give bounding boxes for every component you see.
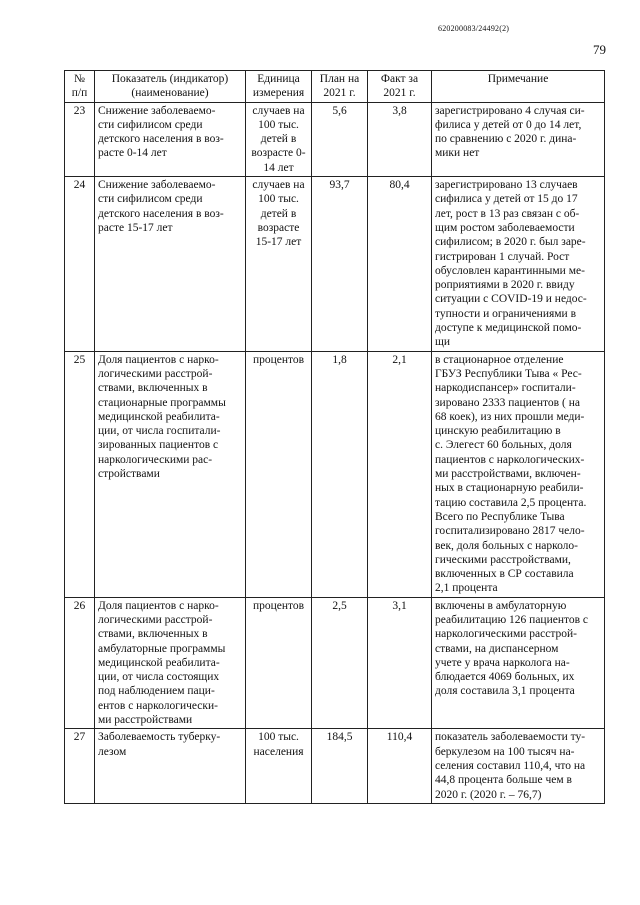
column-header-note: Примечание bbox=[432, 71, 605, 103]
note-text: включены в амбулаторную реабилитацию 126 пациентов с наркологическими расстрой- ствами, на диспансерном учете у врача нарколога на- блюдается 4069 больных, их доля составила 3,1 процента bbox=[432, 597, 605, 729]
plan-value: 5,6 bbox=[312, 102, 368, 176]
note-text: зарегистрировано 13 случаев сифилиса у детей от 15 до 17 лет, рост в 13 раз связан с об- щим ростом заболеваемости сифилисом; в 2020 г. был заре- гистрирован 1 случай. Рост обусловлен карантинными ме- роприятиями в 2020 г. ввиду ситуации с COVID-19 и недос- тупности и ограничениями в доступе к медицинской помо- щи bbox=[432, 177, 605, 352]
indicator-name: Заболеваемость туберку- лезом bbox=[95, 729, 246, 803]
plan-value: 2,5 bbox=[312, 597, 368, 729]
note-text: в стационарное отделение ГБУЗ Республики Тыва « Рес- наркодиспансер» госпитали- зировано 2333 пациентов ( на 68 коек), из них прошли меди- цинскую реабилитацию в с. Элегест 60 больных, доля пациентов с наркологических- ми расстройствами, включен- ных в стационарную реабили- тацию составила 2,5 процента. Всего по Республике Тыва госпитализировано 2817 чело- век, доля больных с нарколо- гическими расстройствами, включенных в СР составила 2,1 процента bbox=[432, 351, 605, 597]
note-text: показатель заболеваемости ту- беркулезом на 100 тысяч на- селения составил 110,4, что на 44,8 процента больше чем в 2020 г. (2020 г. – 76,7) bbox=[432, 729, 605, 803]
unit-of-measure: случаев на 100 тыс. детей в возрасте 0- 14 лет bbox=[246, 102, 312, 176]
table-row bbox=[65, 177, 605, 352]
row-number: 23 bbox=[65, 102, 95, 176]
column-header-fact: Факт за 2021 г. bbox=[368, 71, 432, 103]
row-number: 26 bbox=[65, 597, 95, 729]
note-text: зарегистрировано 4 случая си- филиса у детей от 0 до 14 лет, по сравнению с 2020 г. дина- мики нет bbox=[432, 102, 605, 176]
table-row bbox=[65, 102, 605, 176]
unit-of-measure: 100 тыс. населения bbox=[246, 729, 312, 803]
indicators-table bbox=[64, 70, 605, 804]
plan-value: 1,8 bbox=[312, 351, 368, 597]
indicator-name: Доля пациентов с нарко- логическими расстрой- ствами, включенных в стационарные программы медицинской реабилита- ции, от числа госпитали- зированных пациентов с наркологическими рас- стройствами bbox=[95, 351, 246, 597]
fact-value: 3,8 bbox=[368, 102, 432, 176]
table-row bbox=[65, 729, 605, 803]
fact-value: 2,1 bbox=[368, 351, 432, 597]
unit-of-measure: процентов bbox=[246, 351, 312, 597]
fact-value: 80,4 bbox=[368, 177, 432, 352]
table-row bbox=[65, 597, 605, 729]
plan-value: 93,7 bbox=[312, 177, 368, 352]
fact-value: 3,1 bbox=[368, 597, 432, 729]
unit-of-measure: случаев на 100 тыс. детей в возрасте 15-17 лет bbox=[246, 177, 312, 352]
column-header-unit: Единица измерения bbox=[246, 71, 312, 103]
document-code: 620200083/24492(2) bbox=[438, 24, 510, 33]
fact-value: 110,4 bbox=[368, 729, 432, 803]
indicator-name: Доля пациентов с нарко- логическими расстрой- ствами, включенных в амбулаторные программы медицинской реабилита- ции, от числа состоящих под наблюдением паци- ентов с наркологически- ми расстройствами bbox=[95, 597, 246, 729]
column-header-plan: План на 2021 г. bbox=[312, 71, 368, 103]
row-number: 24 bbox=[65, 177, 95, 352]
indicator-name: Снижение заболеваемо- сти сифилисом среди детского населения в воз- расте 15-17 лет bbox=[95, 177, 246, 352]
plan-value: 184,5 bbox=[312, 729, 368, 803]
column-header-indicator: Показатель (индикатор) (наименование) bbox=[95, 71, 246, 103]
page-number: 79 bbox=[593, 42, 606, 57]
indicator-name: Снижение заболеваемо- сти сифилисом среди детского населения в воз- расте 0-14 лет bbox=[95, 102, 246, 176]
row-number: 27 bbox=[65, 729, 95, 803]
unit-of-measure: процентов bbox=[246, 597, 312, 729]
table-header-row bbox=[65, 71, 605, 103]
table-row bbox=[65, 351, 605, 597]
column-header-number: № п/п bbox=[65, 71, 95, 103]
row-number: 25 bbox=[65, 351, 95, 597]
